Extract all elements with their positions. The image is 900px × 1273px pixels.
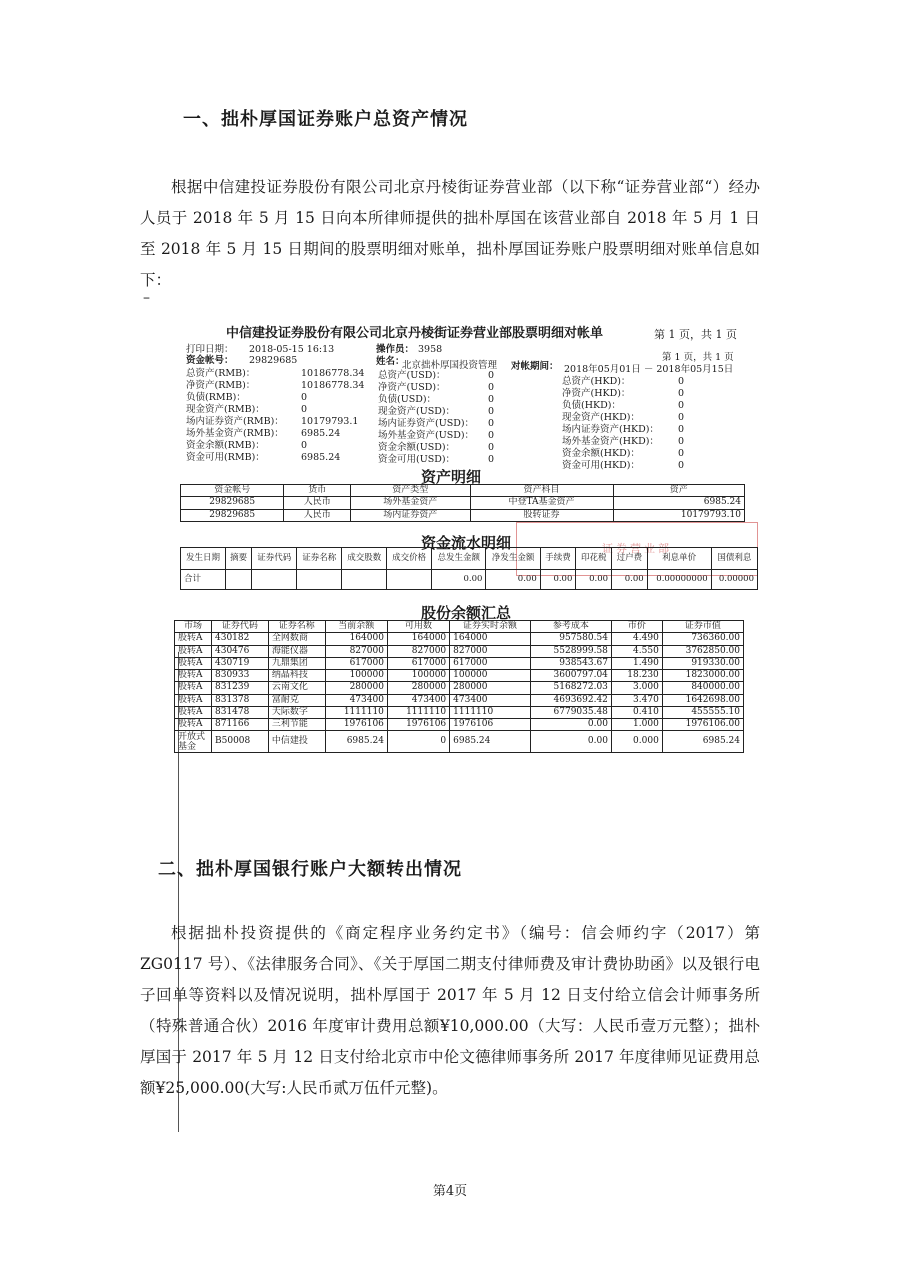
cell: 合计 [181,570,226,590]
cell: 4693692.42 [530,694,611,706]
operator-label: 操作员： [376,344,415,355]
cell: 1.490 [611,657,662,669]
hkd-value: 0 [678,436,685,447]
table-row [175,694,744,706]
acct-label: 资金帐号： [186,355,234,366]
cell: 1976106 [450,719,531,731]
table-row [175,731,744,753]
asset-detail-title: 资产明细 [421,468,482,486]
cell: 830933 [212,670,269,682]
col-header: 市场 [175,621,212,633]
cell: 3600797.04 [530,670,611,682]
usd-value: 0 [488,370,495,381]
usd-label: 净资产(USD)： [378,382,446,393]
cell: 1976106.00 [662,719,743,731]
cell: 云南文化 [268,682,325,694]
period-label: 对帐期间： [511,361,559,372]
rmb-value: 6985.24 [301,452,341,463]
holdings-title: 股份余额汇总 [421,604,512,622]
section-heading-2: 二、拙朴厚国银行账户大额转出情况 [158,859,462,880]
usd-label: 资金余额(USD)： [378,442,456,453]
cell: 919330.00 [662,657,743,669]
cell: 827000 [325,645,387,657]
cell: 280000 [450,682,531,694]
cell [252,570,297,590]
cell: 0 [387,731,449,753]
section-heading-1: 一、拙朴厚国证券账户总资产情况 [183,109,468,130]
cell: 海能仪器 [268,645,325,657]
print-date-label: 打印日期： [186,344,234,355]
cell: 430719 [212,657,269,669]
cell: 场外基金资产 [351,497,470,509]
hkd-label: 场内证券资产(HKD)： [562,424,659,435]
cell: 871166 [212,719,269,731]
col-header: 国债利息 [711,548,757,570]
col-header: 过户费 [612,548,648,570]
paragraph-1: 根据中信建投证券股份有限公司北京丹棱街证券营业部（以下称“证券营业部“）经办人员于 2018 年 5 月 15 日向本所律师提供的拙朴厚国在该营业部自 2018 年 5 月 1 日至 2018 年 5 月 15 日期间的股票明细对账单，拙朴厚国证券账户股票明细对账单信息如下： [140,178,760,289]
cell: 全网数商 [268,633,325,645]
cell: 3.000 [611,682,662,694]
cell: 617000 [325,657,387,669]
cell: 纳晶科技 [268,670,325,682]
cell: 617000 [450,657,531,669]
usd-label: 场内证券资产(USD)： [378,418,475,429]
cell: 0.00000 [711,570,757,590]
col-header: 可用数 [387,621,449,633]
cell: 455555.10 [662,706,743,718]
cell: 6779035.48 [530,706,611,718]
print-date: 2018-05-15 16:13 [249,344,335,355]
cell: 164000 [325,633,387,645]
col-header: 证券名称 [297,548,342,570]
hkd-value: 0 [678,424,685,435]
cell: 场内证券资产 [351,509,470,521]
table-row [175,657,744,669]
cell [342,570,387,590]
col-header: 资产 [613,485,745,497]
cell: 100000 [387,670,449,682]
cell: 0.00 [530,719,611,731]
hkd-value: 0 [678,376,685,387]
cell: 6985.24 [450,731,531,753]
usd-value: 0 [488,454,495,465]
cell: 5528999.58 [530,645,611,657]
dash-mark: – [143,290,150,306]
cell: 280000 [325,682,387,694]
col-header: 总发生金额 [432,548,486,570]
col-header: 发生日期 [181,548,226,570]
col-header: 净发生金额 [486,548,540,570]
cell: 3762850.00 [662,645,743,657]
cell: 股转A [175,682,212,694]
cell: 九鼎集团 [268,657,325,669]
table-row [175,633,744,645]
rmb-value: 6985.24 [301,428,341,439]
col-header: 资产类型 [351,485,470,497]
cell: 1976106 [325,719,387,731]
cell: 股转A [175,645,212,657]
usd-label: 资金可用(USD)： [378,454,456,465]
cell: 831239 [212,682,269,694]
cell: 736360.00 [662,633,743,645]
hkd-value: 0 [678,400,685,411]
cell: 0.00 [530,731,611,753]
cell: 938543.67 [530,657,611,669]
rmb-label: 场内证券资产(RMB)： [186,416,284,427]
usd-value: 0 [488,394,495,405]
cell: 6985.24 [662,731,743,753]
hkd-label: 场外基金资产(HKD)： [562,436,659,447]
cell: 840000.00 [662,682,743,694]
cell: 中登TA基金资产 [470,497,613,509]
cell: 430182 [212,633,269,645]
col-header: 参考成本 [530,621,611,633]
cell: 473400 [387,694,449,706]
cell: 1111110 [325,706,387,718]
cell: 三利节能 [268,719,325,731]
col-header: 当前余额 [325,621,387,633]
cell: 开放式基金 [175,731,212,753]
cell: 0.00 [486,570,540,590]
usd-label: 总资产(USD)： [378,370,446,381]
cell: 430476 [212,645,269,657]
hkd-label: 负债(HKD)： [562,400,621,411]
cell: 1111110 [387,706,449,718]
cell: 6985.24 [613,497,745,509]
cell: 164000 [450,633,531,645]
cell: 0.00 [540,570,576,590]
cell: 中信建投 [268,731,325,753]
cell: 164000 [387,633,449,645]
cell: 0.410 [611,706,662,718]
paragraph-2: 根据拙朴投资提供的《商定程序业务约定书》（编号：信会师约字（2017）第 ZG0117 号）、《法律服务合同》、《关于厚国二期支付律师费及审计费协助函》以及银行电子回单等资料以及情况说明，拙朴厚国于 2017 年 5 月 12 日支付给立信会计师事务所（特殊普通合伙）2016 年度审计费用总额¥10,000.00（大写：人民币壹万元整）；拙朴厚国于 2017 年 5 月 12 日支付给北京市中伦文德律师事务所 2017 年度律师见证费用总额¥25,000.00(大写:人民币贰万伍仟元整)。 [140,924,760,1097]
col-header: 利息单价 [647,548,711,570]
cell [225,570,251,590]
rmb-value: 10186778.34 [301,380,365,391]
cell: 5168272.03 [530,682,611,694]
statement-image [166,322,766,822]
col-header: 证券代码 [252,548,297,570]
cell: 股转A [175,719,212,731]
col-header: 成交股数 [342,548,387,570]
table-header-row [181,485,745,497]
cell: 29829685 [181,497,284,509]
table-row [175,682,744,694]
cell: 天际数字 [268,706,325,718]
usd-value: 0 [488,418,495,429]
hkd-label: 资金余额(HKD)： [562,448,640,459]
usd-label: 现金资产(USD)： [378,406,456,417]
cell: 100000 [325,670,387,682]
col-header: 资金帐号 [181,485,284,497]
cell: 人民币 [284,509,351,521]
hkd-label: 净资产(HKD)： [562,388,631,399]
account-name: 北京拙朴厚国投资管理 [402,360,498,371]
hkd-value: 0 [678,460,685,471]
usd-label: 负债(USD)： [378,394,437,405]
cell: 4.490 [611,633,662,645]
table-row [181,497,745,509]
hkd-value: 0 [678,448,685,459]
rmb-value: 10186778.34 [301,368,365,379]
cell: 827000 [450,645,531,657]
operator: 3958 [418,344,443,355]
col-header: 摘要 [225,548,251,570]
cell: 股转A [175,670,212,682]
rmb-label: 净资产(RMB)： [186,380,256,391]
cell: 4.550 [611,645,662,657]
cell: 473400 [450,694,531,706]
cell [297,570,342,590]
col-header: 资产科目 [470,485,613,497]
cell: 0.00000000 [647,570,711,590]
cell: 18.230 [611,670,662,682]
hkd-value: 0 [678,388,685,399]
rmb-label: 负债(RMB)： [186,392,246,403]
usd-label: 场外基金资产(USD)： [378,430,475,441]
rmb-label: 现金资产(RMB)： [186,404,265,415]
table-row [175,645,744,657]
table-row [175,670,744,682]
col-header: 证券实时余额 [450,621,531,633]
cell: 6985.24 [325,731,387,753]
cell: 股转A [175,633,212,645]
rmb-value: 10179793.1 [301,416,359,427]
col-header: 证券名称 [268,621,325,633]
cell: 1111110 [450,706,531,718]
cell: 股转A [175,706,212,718]
rmb-value: 0 [301,440,308,451]
cell: 827000 [387,645,449,657]
col-header: 成交价格 [387,548,432,570]
holdings-table [174,620,744,753]
cell: 100000 [450,670,531,682]
cell: 831378 [212,694,269,706]
usd-value: 0 [488,430,495,441]
col-header: 货币 [284,485,351,497]
cell: 富耐克 [268,694,325,706]
cash-flow-title: 资金流水明细 [421,534,512,552]
table-row [175,719,744,731]
page-number: 第4页 [432,1184,468,1199]
cell: 1976106 [387,719,449,731]
cell: 0.00 [432,570,486,590]
hkd-label: 总资产(HKD)： [562,376,631,387]
table-header-row [181,548,758,570]
cell: 1.000 [611,719,662,731]
col-header: 市价 [611,621,662,633]
statement-title: 中信建投证券股份有限公司北京丹棱街证券营业部股票明细对帐单 [226,326,604,341]
cell: 617000 [387,657,449,669]
table-header-row [175,621,744,633]
cash-flow-table [180,547,758,590]
asset-table [180,484,745,522]
cell: 股转证券 [470,509,613,521]
red-stamp: 证券营业部 [516,522,758,576]
rmb-value: 0 [301,404,308,415]
cell: 1642698.00 [662,694,743,706]
rmb-label: 资金可用(RMB)： [186,452,265,463]
rmb-label: 总资产(RMB)： [186,368,256,379]
statement-page-second: 第 1 页，共 1 页 [662,352,734,363]
statement-page-top: 第 1 页，共 1 页 [654,328,737,341]
hkd-label: 资金可用(HKD)： [562,460,640,471]
cell: 473400 [325,694,387,706]
table-row [175,706,744,718]
table-row [181,509,745,521]
cell: 957580.54 [530,633,611,645]
cell: 0.000 [611,731,662,753]
cell: 股转A [175,694,212,706]
cell: 831478 [212,706,269,718]
cell: 股转A [175,657,212,669]
usd-value: 0 [488,382,495,393]
table-row [181,570,758,590]
hkd-value: 0 [678,412,685,423]
cell: 280000 [387,682,449,694]
cell [387,570,432,590]
cell: 人民币 [284,497,351,509]
col-header: 证券代码 [212,621,269,633]
cell: B50008 [212,731,269,753]
cell: 3.470 [611,694,662,706]
col-header: 手续费 [540,548,576,570]
period: 2018年05月01日 － 2018年05月15日 [564,364,734,375]
hkd-label: 现金资产(HKD)： [562,412,640,423]
rmb-label: 场外基金资产(RMB)： [186,428,284,439]
cell: 0.00 [576,570,612,590]
col-header: 证券市值 [662,621,743,633]
cell: 10179793.10 [613,509,745,521]
cell: 1823000.00 [662,670,743,682]
cell: 0.00 [612,570,648,590]
usd-value: 0 [488,406,495,417]
acct: 29829685 [249,355,298,366]
rmb-value: 0 [301,392,308,403]
name-label: 姓名： [376,356,405,367]
cell: 29829685 [181,509,284,521]
rmb-label: 资金余额(RMB)： [186,440,265,451]
col-header: 印花税 [576,548,612,570]
usd-value: 0 [488,442,495,453]
